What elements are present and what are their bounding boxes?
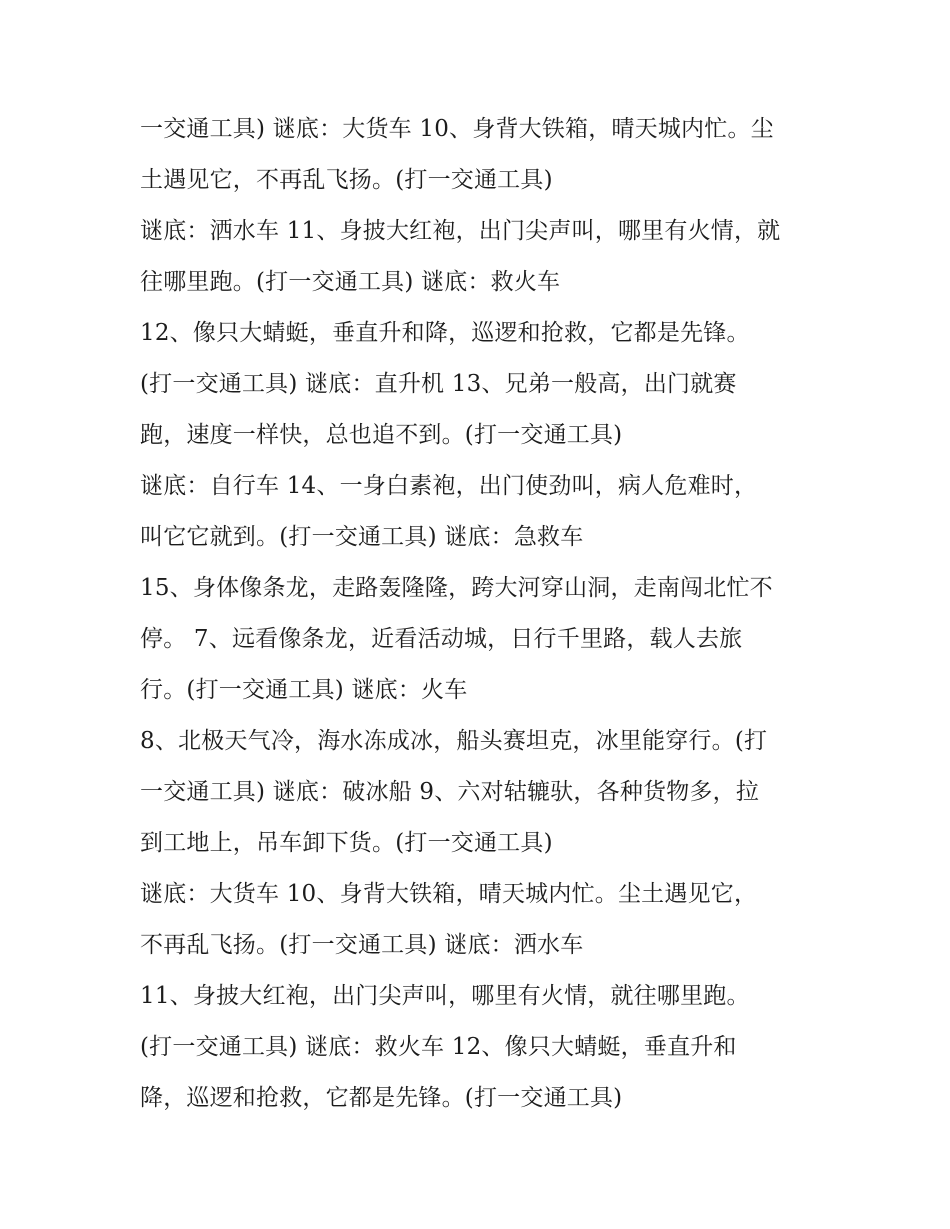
text-line: 跑，速度一样快，总也追不到。(打一交通工具)	[140, 422, 623, 448]
text-line: 谜底：大货车 10、身背大铁箱，晴天城内忙。尘土遇见它，	[140, 881, 758, 907]
text-line: 15、身体像条龙，走路轰隆隆，跨大河穿山洞，走南闯北忙不	[140, 575, 773, 601]
text-line: 一交通工具) 谜底：大货车 10、身背大铁箱，晴天城内忙。尘	[140, 116, 774, 142]
text-line: 12、像只大蜻蜓，垂直升和降，巡逻和抢救，它都是先锋。	[140, 320, 750, 346]
text-line: 11、身披大红袍，出门尖声叫，哪里有火情，就往哪里跑。	[140, 983, 750, 1009]
text-line: 到工地上，吊车卸下货。(打一交通工具)	[140, 830, 553, 856]
text-line: 谜底：自行车 14、一身白素袍，出门使劲叫，病人危难时，	[140, 473, 758, 499]
text-line: 一交通工具) 谜底：破冰船 9、六对轱辘驮，各种货物多，拉	[140, 779, 760, 805]
text-line: 8、北极天气冷，海水冻成冰，船头赛坦克，冰里能穿行。(打	[140, 728, 768, 754]
text-line: 往哪里跑。(打一交通工具) 谜底：救火车	[140, 269, 561, 295]
text-line: 不再乱飞扬。(打一交通工具) 谜底：洒水车	[140, 932, 584, 958]
body-text	[140, 104, 830, 1124]
text-line: 停。 7、远看像条龙，近看活动城，日行千里路，载人去旅	[140, 626, 743, 652]
text-line: (打一交通工具) 谜底：直升机 13、兄弟一般高，出门就赛	[140, 371, 737, 397]
text-line: 行。(打一交通工具) 谜底：火车	[140, 677, 468, 703]
text-line: 谜底：洒水车 11、身披大红袍，出门尖声叫，哪里有火情，就	[140, 218, 781, 244]
text-line: 降，巡逻和抢救，它都是先锋。(打一交通工具)	[140, 1085, 623, 1111]
text-line: (打一交通工具) 谜底：救火车 12、像只大蜻蜓，垂直升和	[140, 1034, 737, 1060]
text-line: 土遇见它，不再乱飞扬。(打一交通工具)	[140, 167, 553, 193]
text-line: 叫它它就到。(打一交通工具) 谜底：急救车	[140, 524, 584, 550]
